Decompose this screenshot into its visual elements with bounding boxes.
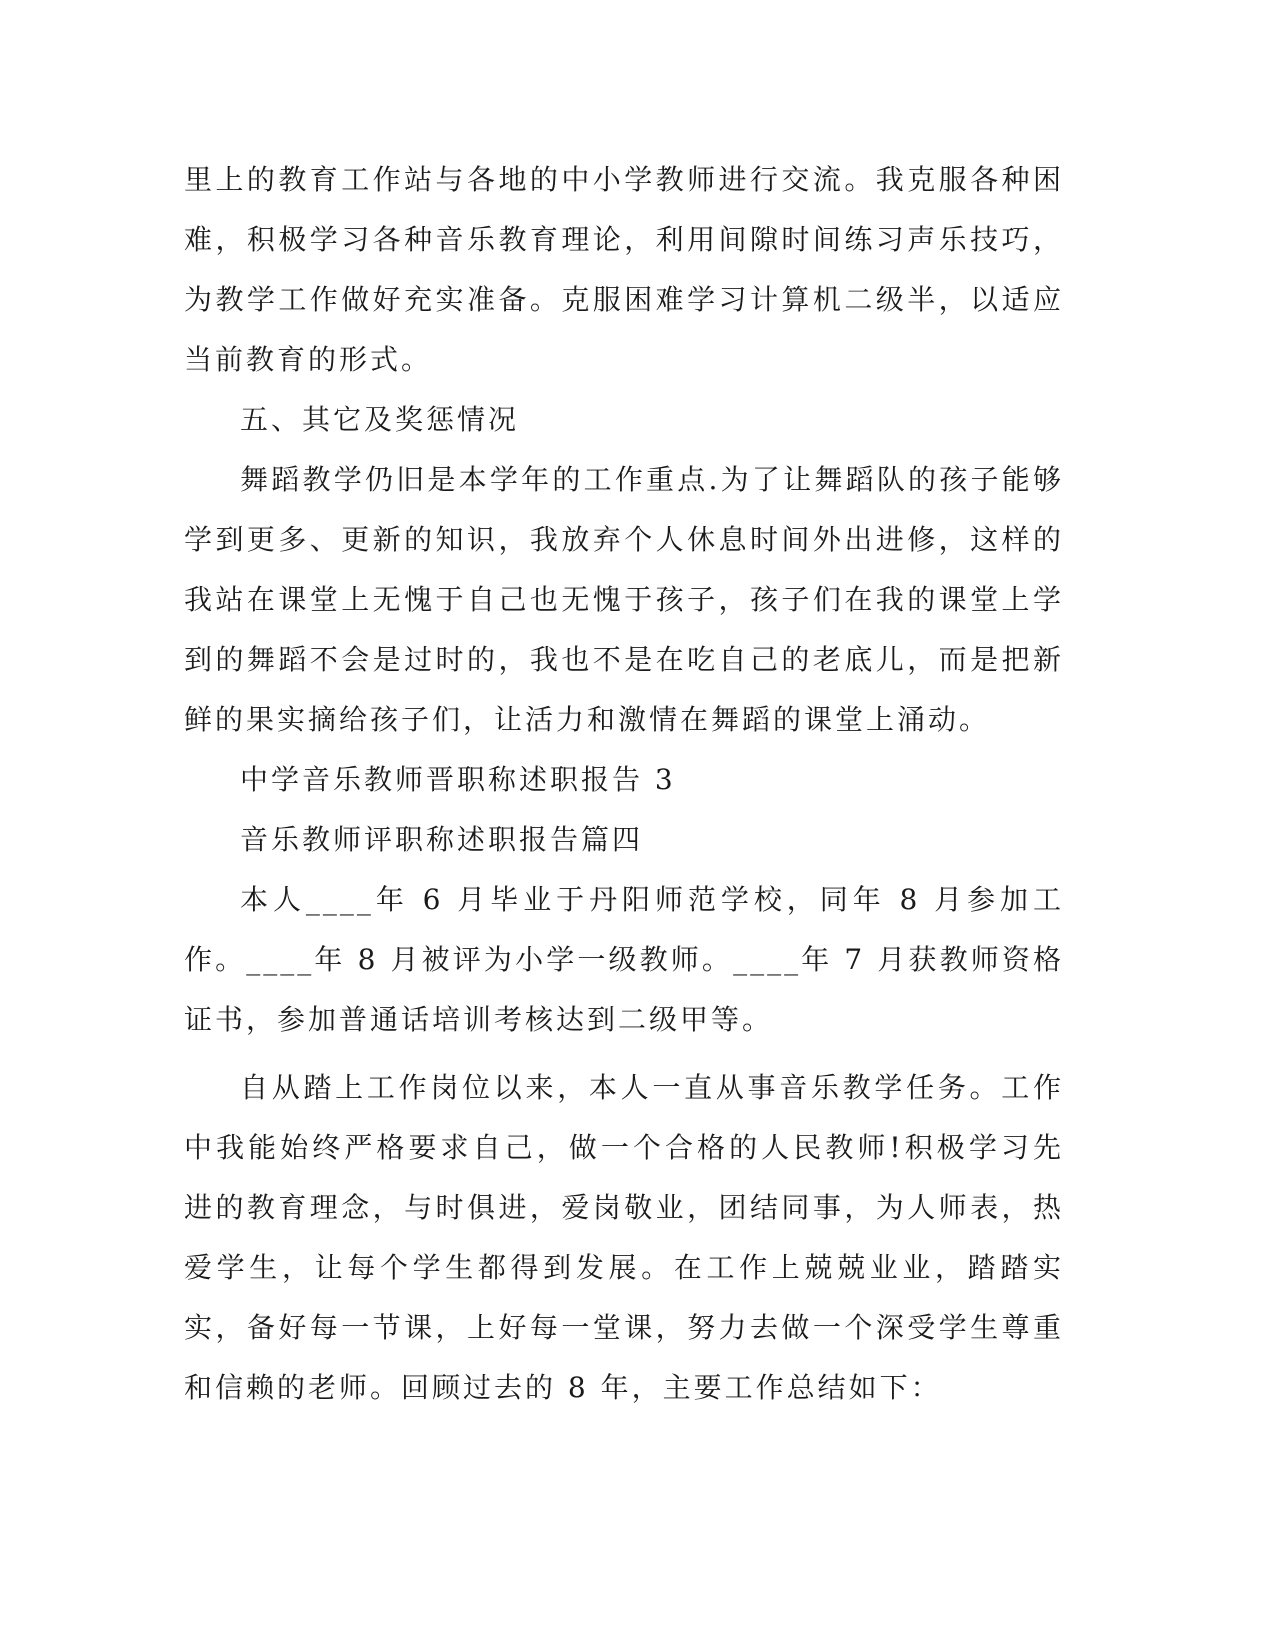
- report-title-part-four: 音乐教师评职称述职报告篇四: [240, 823, 644, 856]
- paragraph-continued-study: 里上的教育工作站与各地的中小学教师进行交流。我克服各种困难，积极学习各种音乐教育理论，利用间隙时间练习声乐技巧，为教学工作做好充实准备。克服困难学习计算机二级半，以适应当前教育的形式。: [184, 163, 1064, 376]
- section-heading-other-rewards: 五、其它及奖惩情况: [240, 403, 520, 436]
- paragraph-work-summary: 自从踏上工作岗位以来，本人一直从事音乐教学任务。工作中我能始终严格要求自己，做一个合格的人民教师!积极学习先进的教育理念，与时俱进，爱岗敬业，团结同事，为人师表，热爱学生，让每个学生都得到发展。在工作上兢兢业业，踏踏实实，备好每一节课，上好每一堂课，努力去做一个深受学生尊重和信赖的老师。回顾过去的 8 年，主要工作总结如下：: [184, 1071, 1064, 1404]
- paragraph-dance-teaching: 舞蹈教学仍旧是本学年的工作重点.为了让舞蹈队的孩子能够学到更多、更新的知识，我放弃个人休息时间外出进修，这样的我站在课堂上无愧于自己也无愧于孩子，孩子们在我的课堂上学到的舞蹈不会是过时的，我也不是在吃自己的老底儿，而是把新鲜的果实摘给孩子们，让活力和激情在舞蹈的课堂上涌动。: [184, 463, 1064, 736]
- report-title-3: 中学音乐教师晋职称述职报告 3: [240, 763, 676, 796]
- document-body: [184, 150, 1064, 1418]
- paragraph-personal-background: 本人____年 6 月毕业于丹阳师范学校，同年 8 月参加工作。____年 8 月被评为小学一级教师。____年 7 月获教师资格证书，参加普通话培训考核达到二级甲等。: [184, 883, 1064, 1036]
